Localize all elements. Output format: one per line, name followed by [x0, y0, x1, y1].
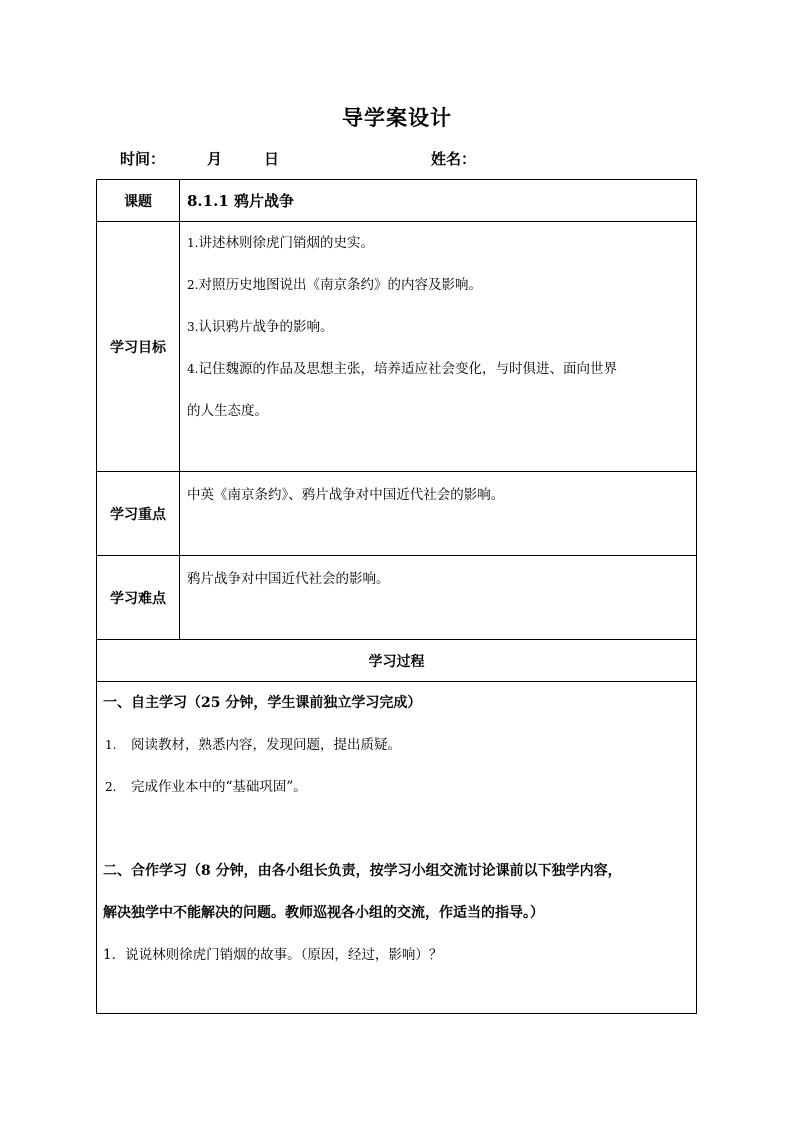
- time-label: 时间：: [120, 150, 166, 168]
- goal-item: [180, 222, 696, 264]
- goal-num: 4.: [187, 362, 199, 376]
- name-label: 姓名：: [431, 150, 477, 168]
- section1-item: [103, 724, 690, 766]
- process-header-row: [97, 640, 697, 682]
- goal-item: [180, 264, 696, 306]
- topic-label: 课题: [97, 180, 180, 222]
- item-num: 2.: [105, 780, 117, 794]
- goal-text: 认识鸦片战争的影响。: [198, 319, 334, 335]
- section2-heading-line2: 解决独学中不能解决的问题。教师巡视各小组的交流，作适当的指导。）: [103, 905, 544, 921]
- topic-value: 8.1.1 鸦片战争: [180, 180, 697, 222]
- goal-item: [180, 348, 696, 390]
- page-title: 导学案设计: [342, 105, 452, 130]
- topic-row: [97, 180, 697, 222]
- difficulty-label: 学习难点: [97, 556, 180, 640]
- section2-heading-line1: 二、合作学习（8 分钟，由各小组长负责，按学习小组交流讨论课前以下独学内容，: [103, 863, 622, 879]
- goal-text: 记住魏源的作品及思想主张，培养适应社会变化，与时俱进、面向世界: [198, 361, 617, 377]
- goal-num: 2.: [187, 278, 199, 292]
- section1-heading: 一、自主学习（25 分钟，学生课前独立学习完成）: [103, 695, 422, 711]
- spacer: [103, 808, 690, 850]
- key-text: 中英《南京条约》、鸦片战争对中国近代社会的影响。: [187, 487, 505, 503]
- item-text: 完成作业本中的“基础巩固”。: [131, 779, 307, 795]
- goals-cell: [180, 222, 697, 472]
- section1-item: [103, 766, 690, 808]
- study-plan-table: [96, 179, 697, 1014]
- goal-num: 1.: [187, 236, 199, 250]
- process-label: 学习过程: [97, 640, 697, 682]
- difficulty-text: 鸦片战争对中国近代社会的影响。: [187, 571, 390, 587]
- section2-item: 1．说说林则徐虎门销烟的故事。（原因，经过，影响）？: [103, 947, 443, 963]
- goal-text: 讲述林则徐虎门销烟的史实。: [198, 235, 374, 251]
- process-row: [97, 682, 697, 1014]
- goal-num: 3.: [187, 320, 199, 334]
- process-cell: [97, 682, 697, 1014]
- goals-row: [97, 222, 697, 472]
- goal-text: 对照历史地图说出《南京条约》的内容及影响。: [198, 277, 482, 293]
- day-label: 日: [264, 150, 280, 168]
- goal-continuation: 的人生态度。: [187, 403, 268, 419]
- goals-label: 学习目标: [97, 222, 180, 472]
- key-cell: [180, 472, 697, 556]
- key-label: 学习重点: [97, 472, 180, 556]
- item-text: 阅读教材，熟悉内容，发现问题，提出质疑。: [131, 737, 401, 753]
- difficulty-row: [97, 556, 697, 640]
- month-label: 月: [207, 150, 223, 168]
- goal-item: [180, 306, 696, 348]
- key-row: [97, 472, 697, 556]
- item-num: 1.: [105, 738, 117, 752]
- difficulty-cell: [180, 556, 697, 640]
